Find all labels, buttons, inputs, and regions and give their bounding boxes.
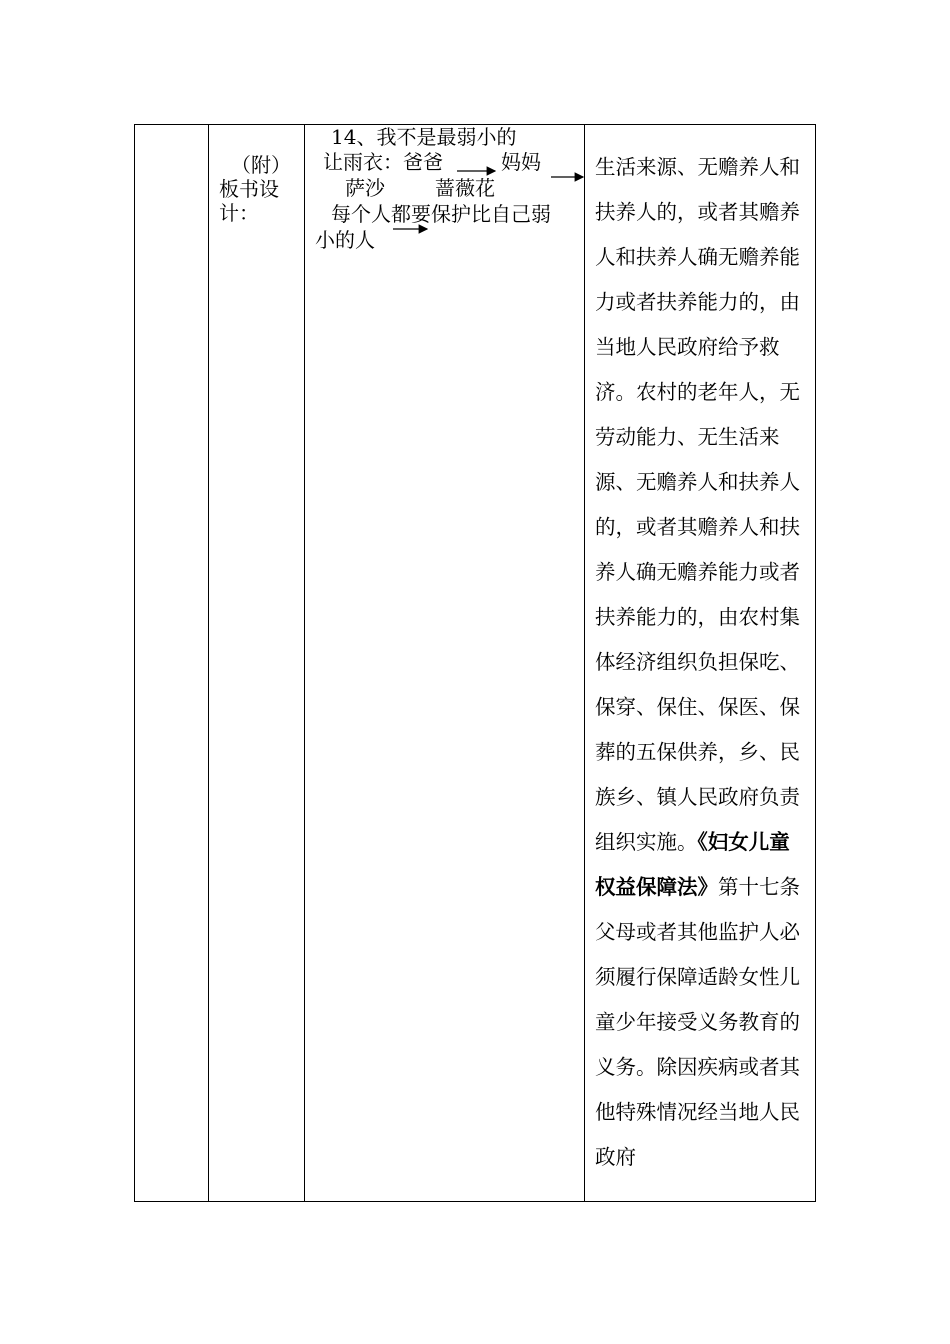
law-text xyxy=(595,145,809,1180)
board-conclusion-a: 每个人都要保护比自己弱 xyxy=(331,202,551,226)
law-title: 《妇女儿童权益保障法》 xyxy=(595,830,790,899)
board-mom: 妈妈 xyxy=(501,150,541,174)
law-text-part2: 第十七条 父母或者其他监护人必须履行保障适龄女性儿童少年接受义务教育的义务。除因疾病或者其他特殊情况经当地人民政府 xyxy=(595,875,800,1169)
board-conclusion-b: 小的人 xyxy=(315,228,375,252)
law-text-part1: 生活来源、无赡养人和扶养人的，或者其赡养人和扶养人确无赡养能力或者扶养能力的，由当地人民政府给予救济。农村的老年人，无劳动能力、无生活来源、无赡养人和扶养人的，或者其赡养人和扶养人确无赡养能力或者扶养能力的，由农村集体经济组织负担保吃、保穿、保住、保医、保葬的五保供养，乡、民族乡、镇人民政府负责组织实施。 xyxy=(595,155,800,854)
board-sasha: 萨沙 xyxy=(345,176,385,200)
board-flower: 蔷薇花 xyxy=(435,176,495,200)
label-line-3: 计： xyxy=(219,201,259,225)
lesson-plan-table xyxy=(134,124,816,1202)
label-line-2: 板书设 xyxy=(219,177,279,201)
board-raincoat-line: 让雨衣：爸爸 xyxy=(323,150,443,174)
label-line-1: （附） xyxy=(231,153,291,177)
board-title: 14、我不是最弱小的 xyxy=(331,125,517,149)
